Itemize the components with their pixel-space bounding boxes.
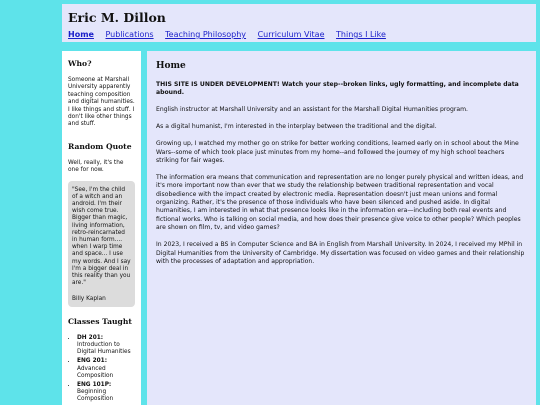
information-era-paragraph: The information era means that communication and representation are no longer purely physical and written ideas, and it's more important now than ever that we study the relationship between traditional representation and vocal disobedience with the impact created by electronic media. Representation doesn't just mean unions and formal organizing. Rather, it's the presence of those individuals who have been silenced and pushed aside. In digital humanities, I am interested in what that presence looks like in the information era—including both real events and fictional works. Who is talking on social media, and how does their presence give voice to other people? Which peoples are shown on film, tv, and video games? [156,173,524,232]
nav-publications-link[interactable]: Publications [105,30,154,39]
who-text: Someone at Marshall University apparently teaching composition and digital humanities. I like things and stuff. I don't like other things and stuff. [68,77,135,128]
nav-home-link[interactable]: Home [68,30,94,39]
nav-teaching-philosophy-link[interactable]: Teaching Philosophy [165,30,247,39]
site-title: Eric M. Dillon [68,10,166,25]
page-title: Home [156,61,186,71]
course-item [77,382,135,404]
main-content [147,51,536,405]
course-name: Advanced Composition [77,365,114,379]
intro-paragraph: English instructor at Marshall University and an assistant for the Marshall Digital Humanities program. [156,106,468,114]
education-paragraph: In 2023, I received a BS in Computer Science and BA in English from Marshall University. In 2024, I received my MPhil in Digital Humanities from the University of Cambridge. My dissertation was focused on video games and their relationship with the processes of adaptation and appropriation. [156,241,525,265]
quote-author: Billy Kaplan [72,295,106,302]
development-warning: THIS SITE IS UNDER DEVELOPMENT! Watch your step--broken links, ugly formatting, and incomplete data abound. [156,81,519,97]
interest-paragraph: As a digital humanist, I'm interested in the interplay between the traditional and the digital. [156,123,437,131]
quote-text: "See, I'm the child of a witch and an android. I'm their wish come true. Bigger than magic, living information, retro-reincarnated in human form.... when I warp time and space... I use my words. And I say I'm a bigger deal in this reality than you are." [72,186,131,287]
classes-taught-heading: Classes Taught [68,316,132,326]
course-code: ENG 201: [77,358,108,365]
main-nav [68,30,536,40]
site-header [62,4,536,42]
background-paragraph: Growing up, I watched my mother go on strike for better working conditions, learned early on in school about the Mine Wars--some of which took place just minutes from my home--and followed the journey of my high school teachers striking for fair wages. [156,140,519,164]
quote-box [68,181,135,307]
who-heading: Who? [68,59,92,68]
course-name: Introduction to Digital Humanities [77,341,131,356]
sidebar [62,51,141,405]
nav-curriculum-vitae-link[interactable]: Curriculum Vitae [257,30,325,39]
quote-intro: Well, really, it's the one for now. [68,159,124,174]
course-item [77,358,135,380]
course-item [77,335,135,357]
course-code: DH 201: [77,334,104,341]
nav-things-i-like-link[interactable]: Things I Like [336,30,386,39]
course-name: Beginning Composition [77,389,114,403]
random-quote-heading: Random Quote [68,141,132,151]
courses-list [68,335,135,404]
course-code: ENG 101P: [77,381,112,388]
